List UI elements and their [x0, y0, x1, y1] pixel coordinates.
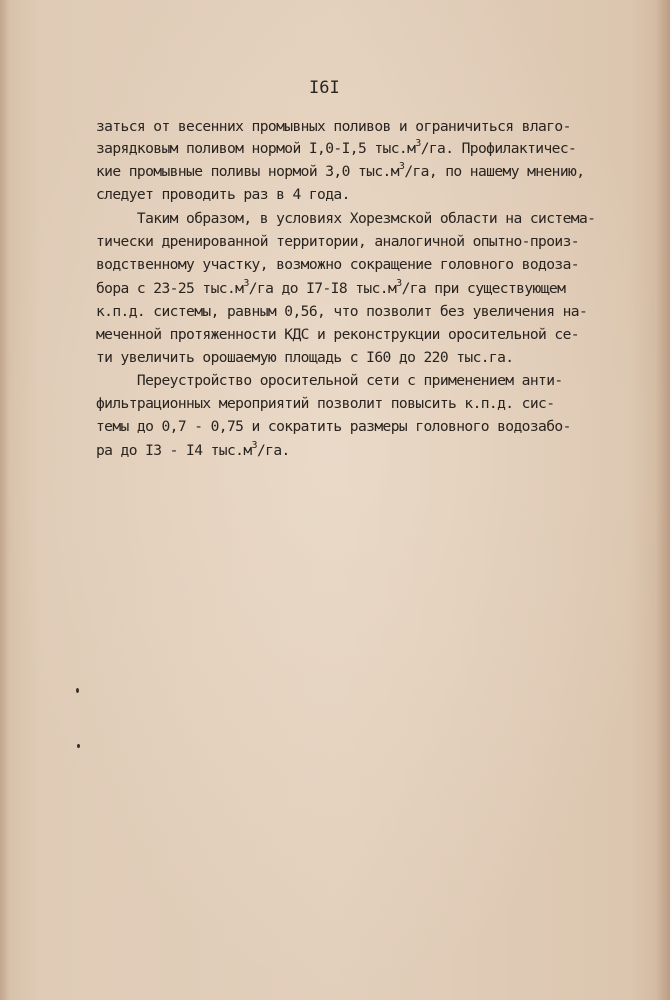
text-line	[96, 303, 587, 320]
text-run: зарядковым поливом нормой I,0-I,5 тыс.м	[96, 140, 416, 157]
superscript: 3	[396, 278, 402, 289]
superscript: 3	[415, 138, 421, 149]
text-run: /га. Профилактичес-	[420, 140, 577, 157]
superscript: 3	[251, 440, 257, 451]
text-line	[96, 210, 595, 227]
text-line	[96, 442, 290, 459]
text-run: /га, по нашему мнению,	[404, 163, 585, 180]
text-run: /га.	[256, 442, 290, 459]
text-line	[96, 349, 514, 366]
page-number: I6I	[309, 78, 340, 98]
text-run: заться от весенних промывных поливов и ограничиться влаго-	[96, 118, 571, 135]
page-edge-shadow-left	[0, 0, 10, 1000]
text-run: Переустройство оросительной сети с применением анти-	[96, 372, 563, 389]
text-line	[96, 233, 579, 250]
text-run: ра до I3 - I4 тыс.м	[96, 442, 252, 459]
text-run: следует проводить раз в 4 года.	[96, 186, 350, 203]
text-line	[96, 256, 579, 273]
text-run: фильтрационных мероприятий позволит повысить к.п.д. сис-	[96, 395, 555, 412]
text-run: кие промывные поливы нормой 3,0 тыс.м	[96, 163, 399, 180]
ink-speck	[76, 688, 79, 693]
text-run: /га до I7-I8 тыс.м	[248, 280, 397, 297]
text-line	[96, 163, 584, 180]
ink-speck	[77, 744, 80, 748]
text-line	[96, 186, 350, 203]
text-line	[96, 418, 571, 435]
text-run: ти увеличить орошаемую площадь с I60 до 220 тыс.га.	[96, 349, 514, 366]
text-run: Таким образом, в условиях Хорезмской области на система-	[96, 210, 596, 227]
text-run: меченной протяженности КДС и реконструкции оросительной се-	[96, 326, 579, 343]
text-run: бора с 23-25 тыс.м	[96, 280, 244, 297]
text-line	[96, 326, 579, 343]
text-line	[96, 372, 563, 389]
text-run: тически дренированной территории, аналогичной опытно-произ-	[96, 233, 579, 250]
page-edge-shadow-right	[656, 0, 670, 1000]
text-run: к.п.д. системы, равным 0,56, что позволит без увеличения на-	[96, 303, 588, 320]
superscript: 3	[398, 161, 405, 172]
text-line	[96, 118, 571, 135]
text-run: водственному участку, возможно сокращение головного водоза-	[96, 256, 579, 273]
text-line	[96, 140, 576, 157]
superscript: 3	[243, 278, 249, 289]
text-run: темы до 0,7 - 0,75 и сократить размеры головного водозабо-	[96, 418, 571, 435]
text-run: /га при существующем	[401, 280, 566, 297]
text-line	[96, 395, 554, 412]
text-line	[96, 280, 565, 297]
